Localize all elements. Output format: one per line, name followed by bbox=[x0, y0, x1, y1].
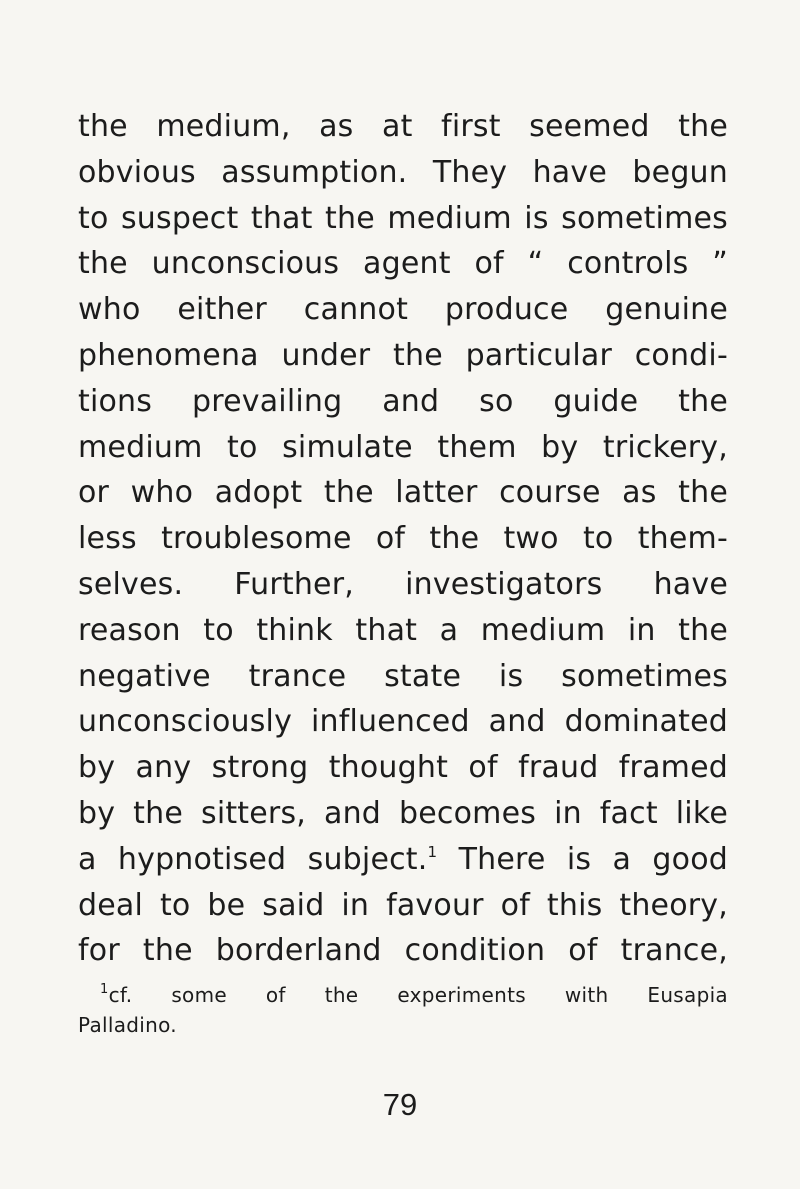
text-line: by the sitters, and becomes in fact like bbox=[78, 795, 728, 831]
footnote bbox=[78, 980, 728, 1040]
text-line: or who adopt the latter course as the bbox=[78, 475, 728, 511]
footnote-line bbox=[78, 980, 728, 1010]
text-line: for the borderland condition of trance, bbox=[78, 933, 728, 969]
text-line: tions prevailing and so guide the bbox=[78, 383, 728, 419]
footnote-line: Palladino. bbox=[78, 1013, 177, 1037]
text-fragment: There is a good bbox=[458, 841, 728, 877]
text-line-with-footnote-ref bbox=[78, 837, 728, 883]
footnote-reference: 1 bbox=[427, 842, 438, 861]
footnote-marker: 1 bbox=[100, 982, 109, 997]
footnote-text: cf. some of the experiments with Eusapia bbox=[108, 983, 728, 1007]
text-line: by any strong thought of fraud framed bbox=[78, 750, 728, 786]
text-fragment: a hypnotised subject. bbox=[78, 841, 428, 877]
text-line: deal to be said in favour of this theory, bbox=[78, 887, 728, 923]
text-line: obvious assumption. They have begun bbox=[78, 154, 728, 190]
text-line: reason to think that a medium in the bbox=[78, 612, 728, 648]
text-line: to suspect that the medium is sometimes bbox=[78, 200, 728, 236]
text-line: negative trance state is sometimes bbox=[78, 658, 728, 694]
text-line: phenomena under the particular condi- bbox=[78, 337, 728, 373]
text-line: who either cannot produce genuine bbox=[78, 292, 728, 328]
text-line: the medium, as at first seemed the bbox=[78, 109, 728, 144]
body-text bbox=[78, 104, 728, 974]
text-line: the unconscious agent of “ controls ” bbox=[78, 246, 728, 282]
text-line: medium to simulate them by trickery, bbox=[78, 429, 728, 465]
text-line: less troublesome of the two to them- bbox=[78, 521, 728, 557]
text-line: unconsciously influenced and dominated bbox=[78, 704, 728, 740]
page-number: 79 bbox=[382, 1087, 418, 1122]
text-line: selves. Further, investigators have bbox=[78, 566, 728, 602]
